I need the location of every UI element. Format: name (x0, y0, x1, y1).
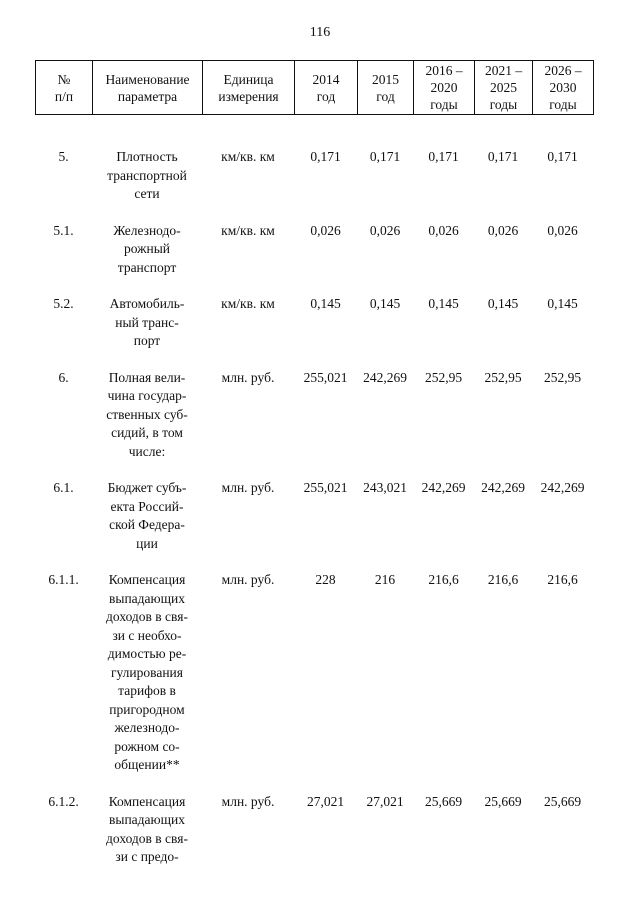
value-2026-2030: 0,026 (547, 222, 578, 238)
parameter-name: Железнодо- рожный транспорт (113, 222, 181, 275)
value-2015: 27,021 (366, 793, 404, 809)
row-spacer (35, 775, 593, 793)
value-2015: 243,021 (363, 480, 407, 495)
value-2016-2020: 25,669 (424, 793, 463, 809)
value-2015: 0,145 (369, 296, 401, 311)
value-2015: 242,269 (363, 369, 407, 385)
header-num: № п/п (36, 61, 93, 115)
header-2021-2025: 2021 – 2025 годы (475, 61, 533, 115)
value-2015: 216 (374, 572, 396, 587)
value-2015: 0,171 (369, 149, 401, 164)
unit: млн. руб. (221, 369, 275, 385)
row-number: 6.1.1. (48, 572, 79, 587)
value-2014: 0,145 (310, 296, 341, 311)
table-header (35, 60, 594, 115)
value-2021-2025: 25,669 (484, 793, 522, 809)
unit: км/кв. км (221, 222, 275, 238)
header-name: Наименование параметра (93, 61, 203, 115)
value-2021-2025: 0,026 (487, 222, 519, 238)
parameter-name: Плотность транспортной сети (107, 149, 187, 201)
parameter-name: Автомобиль- ный транс- порт (109, 296, 185, 348)
row-number: 5.1. (53, 222, 74, 238)
value-2026-2030: 252,95 (543, 369, 582, 385)
value-2026-2030: 25,669 (543, 793, 582, 809)
parameter-name: Компенсация выпадающих доходов в свя- зи с предо- (106, 793, 188, 864)
parameter-name: Полная вели- чина государ- ственных суб- сидий, в том числе: (106, 369, 188, 459)
value-2026-2030: 0,171 (547, 149, 578, 164)
value-2026-2030: 242,269 (540, 480, 585, 495)
table-row (35, 571, 593, 775)
row-spacer (35, 461, 593, 479)
row-spacer (35, 351, 593, 369)
value-2014: 228 (315, 572, 336, 587)
value-2021-2025: 216,6 (487, 572, 519, 587)
value-2015: 0,026 (369, 222, 401, 238)
value-2016-2020: 252,95 (424, 369, 463, 385)
value-2021-2025: 242,269 (481, 480, 525, 495)
value-2026-2030: 216,6 (547, 572, 578, 587)
table-row (35, 295, 593, 351)
table-row (35, 479, 593, 553)
value-2014: 255,021 (303, 480, 348, 495)
value-2021-2025: 0,171 (487, 149, 519, 164)
value-2014: 0,026 (310, 222, 341, 238)
parameter-name: Бюджет субъ- екта Россий- ской Федера- ции (107, 480, 187, 551)
value-2026-2030: 0,145 (547, 296, 578, 311)
row-spacer (35, 553, 593, 571)
value-2016-2020: 0,171 (428, 149, 459, 164)
value-2014: 27,021 (306, 793, 345, 809)
header-2014: 2014 год (295, 61, 358, 115)
value-2016-2020: 0,026 (428, 222, 459, 238)
value-2021-2025: 252,95 (484, 369, 522, 385)
header-2026-2030: 2026 – 2030 годы (533, 61, 594, 115)
value-2016-2020: 242,269 (421, 480, 466, 495)
page-number: 116 (309, 25, 331, 40)
unit: млн. руб. (221, 572, 275, 587)
value-2021-2025: 0,145 (487, 296, 519, 311)
table-row (35, 369, 593, 462)
table-row (35, 148, 593, 204)
row-number: 6. (58, 369, 69, 385)
header-2015: 2015 год (358, 61, 414, 115)
parameter-name: Компенсация выпадающих доходов в свя- зи с необхо- димостью ре- гулирования тарифов в пригородном железнодо- рожном со- общении** (106, 572, 188, 772)
table-body (35, 148, 593, 867)
value-2016-2020: 216,6 (428, 572, 459, 587)
value-2014: 255,021 (303, 369, 348, 385)
row-spacer (35, 277, 593, 295)
row-spacer (35, 204, 593, 222)
row-number: 5.2. (53, 296, 74, 311)
header-unit: Единица измерения (203, 61, 295, 115)
row-number: 5. (58, 149, 69, 164)
table-row (35, 222, 593, 278)
row-number: 6.1. (53, 480, 74, 495)
value-2014: 0,171 (310, 149, 341, 164)
value-2016-2020: 0,145 (428, 296, 459, 311)
unit: км/кв. км (221, 296, 275, 311)
unit: км/кв. км (221, 149, 275, 164)
header-2016-2020: 2016 – 2020 годы (414, 61, 475, 115)
table-row (35, 793, 593, 867)
unit: млн. руб. (221, 793, 275, 809)
unit: млн. руб. (221, 480, 275, 495)
row-number: 6.1.2. (48, 793, 79, 809)
